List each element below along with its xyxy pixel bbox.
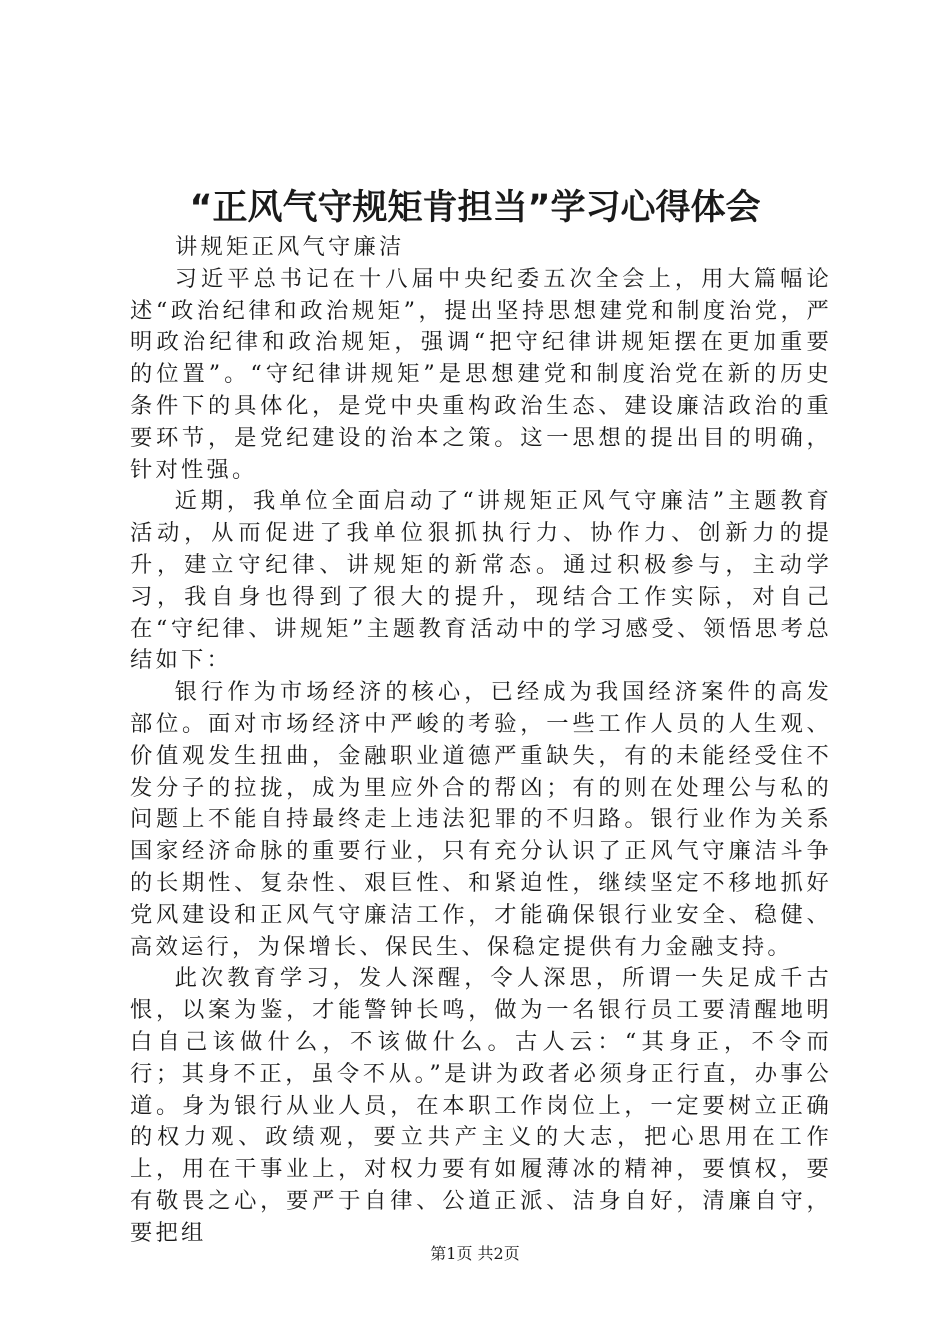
paragraph: 近期，我单位全面启动了“讲规矩正风气守廉洁”主题教育活动，从而促进了我单位狠抓执行力、协作力、创新力的提升，建立守纪律、讲规矩的新常态。通过积极参与，主动学习，我自身也得到了很大的提升，现结合工作实际，对自己在“守纪律、讲规矩”主题教育活动中的学习感受、领悟思考总结如下： <box>130 488 832 674</box>
document-title: “正风气守规矩肯担当”学习心得体会 <box>189 188 761 228</box>
paragraph: 银行作为市场经济的核心，已经成为我国经济案件的高发部位。面对市场经济中严峻的考验，一些工作人员的人生观、价值观发生扭曲，金融职业道德严重缺失，有的未能经受住不发分子的拉拢，成为里应外合的帮凶；有的则在处理公与私的问题上不能自持最终走上违法犯罪的不归路。银行业作为关系国家经济命脉的重要行业，只有充分认识了正风气守廉洁斗争的长期性、复杂性、艰巨性、和紧迫性，继续坚定不移地抓好党风建设和正风气守廉洁工作，才能确保银行业安全、稳健、高效运行，为保增长、保民生、保稳定提供有力金融支持。 <box>130 679 832 960</box>
page-number: 第1页 共2页 <box>430 1244 520 1263</box>
document-body <box>130 232 832 1250</box>
paragraph: 此次教育学习，发人深醒，令人深思，所谓一失足成千古恨，以案为鉴，才能警钟长鸣，做为一名银行员工要清醒地明白自己该做什么，不该做什么。古人云：“其身正，不令而行；其身不正，虽令不从。”是讲为政者必须身正行直，办事公道。身为银行从业人员，在本职工作岗位上，一定要树立正确的权力观、政绩观，要立共产主义的大志，把心思用在工作上，用在干事业上，对权力要有如履薄冰的精神，要慎权，要有敬畏之心，要严于自律、公道正派、洁身自好，清廉自守，要把组 <box>130 965 832 1246</box>
paragraph: 习近平总书记在十八届中央纪委五次全会上，用大篇幅论述“政治纪律和政治规矩”，提出坚持思想建党和制度治党，严明政治纪律和政治规矩，强调“把守纪律讲规矩摆在更加重要的位置”。“守纪律讲规矩”是思想建党和制度治党在新的历史条件下的具体化，是党中央重构政治生态、建设廉洁政治的重要环节，是党纪建设的治本之策。这一思想的提出目的明确，针对性强。 <box>130 265 832 483</box>
document-subtitle: 讲规矩正风气守廉洁 <box>175 234 405 260</box>
